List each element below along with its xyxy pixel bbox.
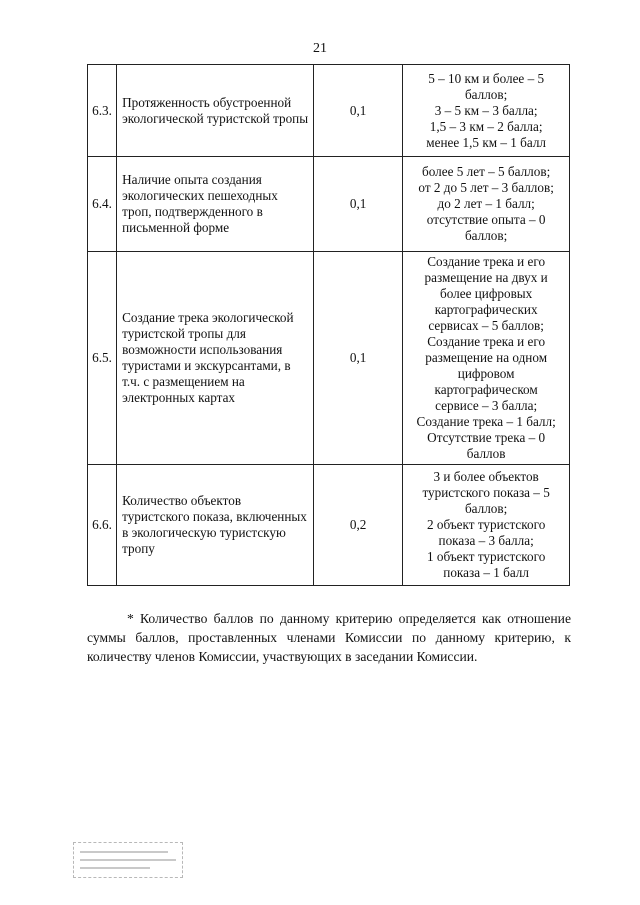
table-row — [88, 465, 570, 586]
certification-stamp — [73, 842, 183, 878]
scoring-line: 5 – 10 км и более – 5 — [428, 70, 545, 86]
criterion-scoring — [403, 65, 570, 157]
scoring-line: размещение на одном — [425, 350, 548, 365]
criterion-name: Протяженность обустроенной экологической туристской тропы — [117, 65, 314, 157]
scoring-line: сервисе – 3 балла; — [435, 398, 538, 413]
scoring-line: картографическом — [434, 382, 538, 397]
criteria-table — [87, 64, 570, 586]
table-row — [88, 157, 570, 252]
scoring-line: Создание трека и его — [427, 254, 546, 269]
criterion-weight: 0,1 — [313, 252, 402, 465]
criterion-scoring — [403, 252, 570, 465]
criterion-weight: 0,1 — [313, 65, 402, 157]
scoring-line: показа – 1 балл — [443, 565, 529, 580]
scoring-line: более 5 лет – 5 баллов; — [422, 164, 551, 179]
scoring-line: до 2 лет – 1 балл; — [437, 196, 535, 211]
criterion-number: 6.4. — [88, 157, 117, 252]
page-number: 21 — [313, 41, 327, 56]
scoring-line: размещение на двух и — [424, 270, 548, 285]
criterion-weight: 0,1 — [313, 157, 402, 252]
scoring-line: от 2 до 5 лет – 3 баллов; — [418, 180, 554, 195]
scoring-line: баллов; — [464, 501, 508, 516]
scoring-line: более цифровых — [440, 286, 533, 301]
criterion-number: 6.6. — [88, 465, 117, 586]
criterion-number: 6.5. — [88, 252, 117, 465]
criterion-name: Количество объектов туристского показа, включенных в экологическую туристскую тропу — [117, 465, 314, 586]
scoring-line: цифровом — [457, 366, 515, 381]
table-row — [88, 252, 570, 465]
scoring-line: баллов — [466, 446, 506, 461]
table-row — [88, 65, 570, 157]
scoring-line: сервисах – 5 баллов; — [428, 318, 544, 333]
footnote: * Количество баллов по данному критерию определяется как отношение суммы баллов, проставленных членами Комиссии по данному критерию, к количеству членов Комиссии, участвующих в заседании Комиссии. — [87, 611, 571, 664]
criterion-scoring — [403, 465, 570, 586]
scoring-line: Создание трека и его — [427, 334, 546, 349]
criterion-number: 6.3. — [88, 65, 117, 157]
scoring-line: Создание трека – 1 балл; — [416, 414, 556, 429]
scoring-line: показа – 3 балла; — [438, 533, 534, 548]
criterion-name: Создание трека экологической туристской тропы для возможности использования туристами и экскурсантами, в т.ч. с размещением на электронных картах — [117, 252, 314, 465]
criterion-scoring — [403, 157, 570, 252]
scoring-line: Отсутствие трека – 0 — [427, 430, 546, 445]
scoring-line: 1,5 – 3 км – 2 балла; — [429, 118, 543, 134]
scoring-line: отсутствие опыта – 0 — [426, 212, 546, 227]
criteria-table-body — [88, 65, 570, 586]
scoring-line: 2 объект туристского — [426, 517, 546, 532]
scoring-line: менее 1,5 км – 1 балл — [426, 134, 546, 150]
scoring-line: баллов; — [464, 228, 508, 243]
scoring-line: картографических — [434, 302, 538, 317]
scoring-line: туристского показа – 5 — [422, 485, 550, 500]
scoring-line: 3 и более объектов — [433, 469, 539, 484]
criterion-weight: 0,2 — [313, 465, 402, 586]
scoring-line: 3 – 5 км – 3 балла; — [434, 102, 538, 118]
criterion-name: Наличие опыта создания экологических пешеходных троп, подтвержденного в письменной форме — [117, 157, 314, 252]
scoring-line: 1 объект туристского — [426, 549, 546, 564]
scoring-line: баллов; — [464, 86, 508, 102]
